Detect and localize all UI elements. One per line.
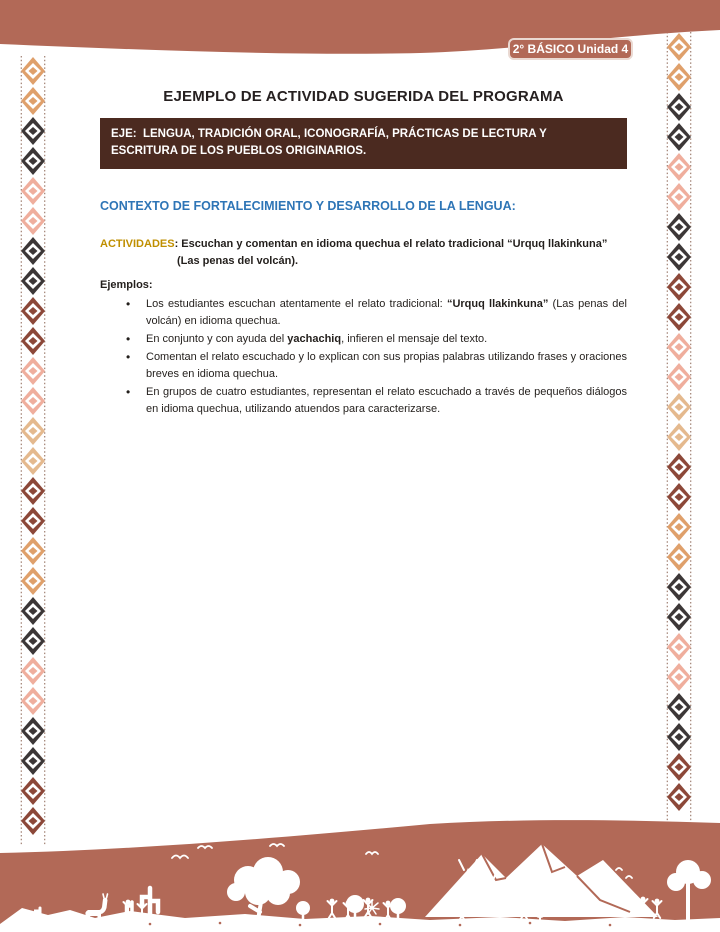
context-heading: CONTEXTO DE FORTALECIMIENTO Y DESARROLLO DE LA LENGUA:	[100, 198, 516, 213]
example-bullet-item: • Comentan el relato escuchado y lo explican con sus propias palabras utilizando frases y oraciones breves en idioma quechua.	[120, 349, 627, 383]
document-content	[100, 88, 627, 419]
examples-list	[120, 296, 627, 418]
example-bullet-item: • Los estudiantes escuchan atentamente el relato tradicional: “Urquq llakinkuna” (Las penas del volcán) en idioma quechua.	[120, 296, 627, 330]
activities-separator: :	[174, 237, 182, 250]
example-bullet-item: • En conjunto y con ayuda del yachachiq, infieren el mensaje del texto.	[120, 331, 627, 348]
eje-banner: EJE: LENGUA, TRADICIÓN ORAL, ICONOGRAFÍA, PRÁCTICAS DE LECTURA Y ESCRITURA DE LOS PUEBLOS ORIGINARIOS.	[100, 118, 627, 169]
left-textile-border	[20, 56, 46, 851]
activities-text: Escuchan y comentan en idioma quechua el relato tradicional “Urquq llakinkuna” (Las penas del volcán).	[177, 237, 608, 267]
right-textile-border	[666, 32, 692, 833]
examples-label: Ejemplos:	[100, 278, 153, 291]
activities-line	[100, 236, 627, 270]
page-title: EJEMPLO DE ACTIVIDAD SUGERIDA DEL PROGRAMA	[163, 88, 564, 105]
activities-label: ACTIVIDADES	[100, 237, 175, 250]
unit-badge: 2° BÁSICO Unidad 4	[508, 38, 633, 60]
example-bullet-item: • En grupos de cuatro estudiantes, representan el relato escuchado a través de pequeños diálogos en idioma quechua, utilizando atuendos para caracterizarse.	[120, 384, 627, 418]
footer-landscape-illustration	[0, 820, 720, 932]
